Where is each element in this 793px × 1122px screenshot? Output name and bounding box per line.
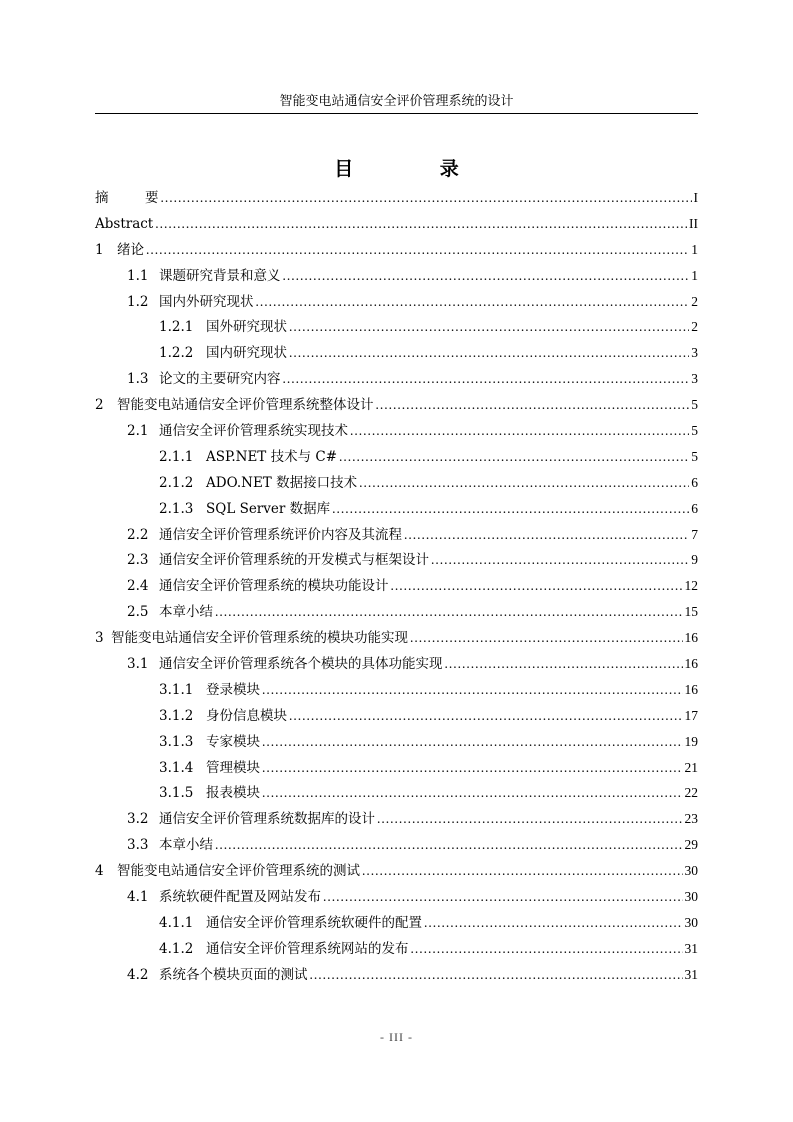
toc-entry-page: 6 bbox=[691, 500, 698, 516]
dot-leader bbox=[155, 211, 687, 237]
dot-leader bbox=[404, 522, 689, 548]
dot-leader bbox=[332, 496, 689, 522]
toc-entry[interactable] bbox=[95, 677, 698, 703]
toc-entry[interactable] bbox=[95, 366, 698, 392]
toc-entry-label: 通信安全评价管理系统网站的发布 bbox=[206, 940, 409, 957]
toc-entry-page: 30 bbox=[684, 863, 698, 879]
toc-entry-page: 31 bbox=[684, 940, 698, 956]
table-of-contents bbox=[95, 185, 698, 988]
toc-entry-number: 2 bbox=[95, 397, 104, 414]
dot-leader bbox=[262, 755, 683, 781]
toc-entry-number: 2.1 bbox=[127, 423, 149, 440]
toc-entry-label: 系统各个模块页面的测试 bbox=[159, 966, 308, 983]
toc-entry-label: 国内研究现状 bbox=[206, 345, 287, 362]
toc-entry[interactable] bbox=[95, 496, 698, 522]
toc-entry[interactable] bbox=[95, 314, 698, 340]
toc-entry[interactable] bbox=[95, 263, 698, 289]
toc-entry-label: 报表模块 bbox=[206, 785, 260, 802]
toc-entry[interactable] bbox=[95, 573, 698, 599]
toc-entry-page: 9 bbox=[691, 552, 698, 568]
toc-entry-number: 3.3 bbox=[127, 837, 149, 854]
dot-leader bbox=[262, 677, 683, 703]
dot-leader bbox=[376, 392, 690, 418]
toc-entry-label: 登录模块 bbox=[206, 681, 260, 698]
toc-entry-number: 3.1.2 bbox=[159, 707, 194, 724]
toc-entry-number: 1.2 bbox=[127, 293, 149, 310]
toc-entry-page: I bbox=[693, 190, 698, 205]
dot-leader bbox=[391, 573, 683, 599]
header-rule bbox=[95, 113, 698, 114]
toc-entry-number: 4.1 bbox=[127, 889, 149, 906]
dot-leader bbox=[262, 780, 683, 806]
toc-entry-label: 本章小结 bbox=[159, 837, 213, 854]
dot-leader bbox=[215, 599, 683, 625]
dot-leader bbox=[289, 340, 689, 366]
toc-entry[interactable] bbox=[95, 858, 698, 884]
toc-entry-label: 本章小结 bbox=[159, 604, 213, 621]
toc-entry-number: 3.1 bbox=[127, 656, 149, 673]
toc-entry[interactable] bbox=[95, 522, 698, 548]
toc-entry-page: 12 bbox=[684, 578, 698, 594]
toc-entry-page: 2 bbox=[691, 319, 698, 335]
toc-entry-number: 1 bbox=[95, 241, 104, 258]
toc-entry-label: 管理模块 bbox=[206, 759, 260, 776]
dot-leader bbox=[289, 703, 683, 729]
toc-entry[interactable] bbox=[95, 211, 698, 237]
toc-entry[interactable] bbox=[95, 340, 698, 366]
toc-entry-number: 3.1.5 bbox=[159, 785, 194, 802]
toc-entry-label: 通信安全评价管理系统的模块功能设计 bbox=[159, 578, 389, 595]
toc-entry-number: 2.3 bbox=[127, 552, 149, 569]
toc-entry-label: ASP.NET 技术与 C# bbox=[206, 448, 338, 465]
dot-leader bbox=[339, 444, 689, 470]
toc-entry-page: 30 bbox=[684, 914, 698, 930]
toc-entry[interactable] bbox=[95, 729, 698, 755]
toc-entry-page: 22 bbox=[684, 785, 698, 801]
toc-entry[interactable] bbox=[95, 755, 698, 781]
dot-leader bbox=[445, 651, 683, 677]
toc-entry-page: 31 bbox=[684, 966, 698, 982]
toc-entry-number: 3.2 bbox=[127, 811, 149, 828]
toc-entry-page: 5 bbox=[691, 448, 698, 464]
toc-entry-page: II bbox=[689, 215, 698, 231]
dot-leader bbox=[262, 729, 683, 755]
toc-entry-page: 16 bbox=[684, 656, 698, 672]
dot-leader bbox=[283, 366, 690, 392]
toc-entry-number: 4.1.1 bbox=[159, 914, 194, 931]
toc-entry[interactable] bbox=[95, 470, 698, 496]
toc-entry-page: 30 bbox=[684, 889, 698, 905]
toc-entry[interactable] bbox=[95, 832, 698, 858]
toc-entry-page: 15 bbox=[684, 604, 698, 620]
toc-entry-label: 通信安全评价管理系统数据库的设计 bbox=[159, 811, 375, 828]
dot-leader bbox=[289, 314, 689, 340]
toc-entry[interactable] bbox=[95, 444, 698, 470]
toc-entry-page: 23 bbox=[684, 811, 698, 827]
toc-entry[interactable] bbox=[95, 625, 698, 651]
dot-leader bbox=[215, 832, 683, 858]
toc-entry[interactable] bbox=[95, 289, 698, 315]
toc-entry-number: 1.3 bbox=[127, 371, 149, 388]
toc-entry-label: 论文的主要研究内容 bbox=[159, 371, 281, 388]
dot-leader bbox=[359, 470, 689, 496]
toc-entry-page: 29 bbox=[684, 837, 698, 853]
toc-entry-label: 通信安全评价管理系统各个模块的具体功能实现 bbox=[159, 656, 443, 673]
toc-entry-number: 3.1.4 bbox=[159, 759, 194, 776]
page-number: - III - bbox=[380, 1030, 413, 1044]
toc-entry-label: 通信安全评价管理系统评价内容及其流程 bbox=[159, 526, 402, 543]
toc-entry-page: 21 bbox=[684, 759, 698, 775]
dot-leader bbox=[411, 936, 683, 962]
toc-entry-page: 6 bbox=[691, 474, 698, 490]
toc-entry[interactable] bbox=[95, 780, 698, 806]
toc-entry-label: SQL Server 数据库 bbox=[206, 500, 331, 517]
toc-entry-label: 智能变电站通信安全评价管理系统的模块功能实现 bbox=[111, 630, 408, 647]
toc-entry-number: 2.1.3 bbox=[159, 500, 194, 517]
dot-leader bbox=[256, 289, 690, 315]
toc-entry-page: 7 bbox=[691, 526, 698, 542]
toc-entry-page: 3 bbox=[691, 371, 698, 387]
toc-entry-label: 国外研究现状 bbox=[206, 319, 287, 336]
toc-entry-page: 1 bbox=[691, 241, 698, 257]
toc-entry[interactable] bbox=[95, 884, 698, 910]
toc-entry-number: 4 bbox=[95, 863, 104, 880]
toc-entry-label: 系统软硬件配置及网站发布 bbox=[159, 889, 321, 906]
dot-leader bbox=[161, 185, 692, 211]
toc-entry-number: 4.2 bbox=[127, 966, 149, 983]
toc-entry-number: 1.1 bbox=[127, 267, 149, 284]
toc-entry-page: 16 bbox=[684, 681, 698, 697]
toc-entry-number: 摘 bbox=[95, 190, 109, 206]
toc-entry-number: 2.1.2 bbox=[159, 474, 194, 491]
dot-leader bbox=[377, 806, 683, 832]
toc-entry[interactable] bbox=[95, 392, 698, 418]
toc-entry-number: 3.1.1 bbox=[159, 681, 194, 698]
toc-entry-number: 3 bbox=[95, 630, 104, 647]
toc-entry-label: 要 bbox=[145, 190, 159, 206]
toc-entry-number: 2.5 bbox=[127, 604, 149, 621]
toc-entry-number: 1.2.2 bbox=[159, 345, 194, 362]
toc-entry-number: 1.2.1 bbox=[159, 319, 194, 336]
dot-leader bbox=[310, 962, 683, 988]
toc-entry-page: 1 bbox=[691, 267, 698, 283]
toc-entry[interactable] bbox=[95, 547, 698, 573]
toc-entry[interactable] bbox=[95, 910, 698, 936]
toc-entry-label: 绪论 bbox=[117, 241, 144, 258]
toc-entry-number: 2.1.1 bbox=[159, 448, 194, 465]
dot-leader bbox=[431, 547, 689, 573]
dot-leader bbox=[146, 237, 689, 263]
toc-entry-label: Abstract bbox=[95, 215, 154, 232]
toc-entry[interactable] bbox=[95, 703, 698, 729]
dot-leader bbox=[410, 625, 683, 651]
toc-entry-page: 17 bbox=[684, 707, 698, 723]
toc-entry[interactable] bbox=[95, 962, 698, 988]
toc-entry-page: 19 bbox=[684, 733, 698, 749]
toc-entry-number: 3.1.3 bbox=[159, 733, 194, 750]
toc-entry[interactable] bbox=[95, 936, 698, 962]
toc-entry[interactable] bbox=[95, 651, 698, 677]
toc-entry-number: 2.4 bbox=[127, 578, 149, 595]
toc-entry-label: 通信安全评价管理系统软硬件的配置 bbox=[206, 914, 422, 931]
dot-leader bbox=[323, 884, 683, 910]
toc-entry-page: 16 bbox=[684, 630, 698, 646]
toc-entry-number: 4.1.2 bbox=[159, 940, 194, 957]
dot-leader bbox=[350, 418, 689, 444]
toc-entry[interactable] bbox=[95, 599, 698, 625]
toc-entry-page: 5 bbox=[691, 423, 698, 439]
toc-entry[interactable] bbox=[95, 185, 698, 211]
toc-title: 目 录 bbox=[334, 158, 499, 180]
dot-leader bbox=[362, 858, 683, 884]
toc-entry-label: 课题研究背景和意义 bbox=[159, 267, 281, 284]
toc-entry-label: 通信安全评价管理系统实现技术 bbox=[159, 423, 348, 440]
toc-entry[interactable] bbox=[95, 418, 698, 444]
dot-leader bbox=[283, 263, 690, 289]
toc-entry[interactable] bbox=[95, 806, 698, 832]
toc-entry-label: ADO.NET 数据接口技术 bbox=[206, 474, 358, 491]
toc-entry-label: 通信安全评价管理系统的开发模式与框架设计 bbox=[159, 552, 429, 569]
toc-entry[interactable] bbox=[95, 237, 698, 263]
toc-entry-label: 智能变电站通信安全评价管理系统整体设计 bbox=[117, 397, 374, 414]
toc-entry-label: 国内外研究现状 bbox=[159, 293, 254, 310]
dot-leader bbox=[424, 910, 683, 936]
toc-entry-page: 3 bbox=[691, 345, 698, 361]
toc-entry-label: 身份信息模块 bbox=[206, 707, 287, 724]
toc-entry-page: 5 bbox=[691, 397, 698, 413]
toc-entry-number: 2.2 bbox=[127, 526, 149, 543]
toc-entry-page: 2 bbox=[691, 293, 698, 309]
toc-entry-label: 智能变电站通信安全评价管理系统的测试 bbox=[117, 863, 360, 880]
running-header: 智能变电站通信安全评价管理系统的设计 bbox=[279, 94, 514, 109]
toc-entry-label: 专家模块 bbox=[206, 733, 260, 750]
